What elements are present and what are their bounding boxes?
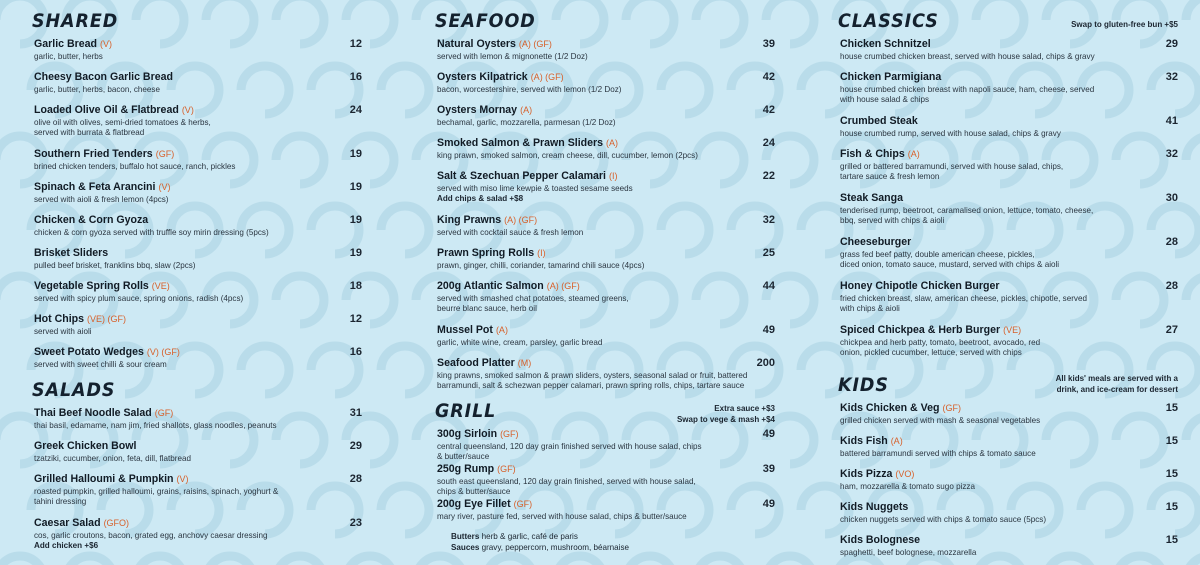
item-description: served with miso lime kewpie & toasted sesame seeds xyxy=(437,184,633,193)
butters-text: herb & garlic, café de paris xyxy=(481,532,578,541)
item-price: 19 xyxy=(349,214,362,226)
item-addon: Add chips & salad +$8 xyxy=(437,194,524,204)
section-title-salads: SALADS xyxy=(32,379,116,401)
pattern-arc xyxy=(416,556,464,565)
pattern-arc xyxy=(766,556,814,565)
item-price: 28 xyxy=(1165,236,1178,248)
item-title: Chicken Schnitzel xyxy=(840,38,931,50)
item-price: 32 xyxy=(1165,148,1178,160)
item-price: 15 xyxy=(1165,402,1178,414)
item-description: grilled or battered barramundi, served with house salad, chips, xyxy=(840,162,1064,171)
item-diet-tag: (GF) xyxy=(154,408,174,418)
menu-item xyxy=(34,407,362,431)
item-diet-tag: (M) xyxy=(517,358,532,368)
menu-item xyxy=(437,428,775,462)
menu-item xyxy=(840,148,1178,182)
item-diet-tag: (VO) xyxy=(895,469,915,479)
item-title: Southern Fried Tenders xyxy=(34,148,153,160)
sauces-label: Sauces xyxy=(451,543,480,552)
item-description: bacon, worcestershire, served with lemon (1/2 Doz) xyxy=(437,85,622,94)
item-description: house crumbed chicken breast with napoli sauce, ham, cheese, served xyxy=(840,85,1095,94)
item-name xyxy=(437,214,775,227)
section-title-seafood: SEAFOOD xyxy=(435,10,536,32)
item-price: 12 xyxy=(349,313,362,325)
item-description: tartare sauce & fresh lemon xyxy=(840,172,940,182)
item-title: Spinach & Feta Arancini xyxy=(34,181,156,193)
pattern-arc xyxy=(346,556,394,565)
menu-item xyxy=(34,280,362,304)
item-price: 32 xyxy=(762,214,775,226)
section-title-classics: CLASSICS xyxy=(838,10,939,32)
item-price: 19 xyxy=(349,148,362,160)
item-description: served with smashed chat potatoes, steamed greens, xyxy=(437,294,629,303)
item-description: onion, pickled cucumber, lettuce, served with chips xyxy=(840,348,1022,358)
item-diet-tag: (GF) xyxy=(500,429,519,439)
menu-item xyxy=(840,435,1178,459)
item-description: battered barramundi served with chips & tomato sauce xyxy=(840,449,1036,458)
item-title: Thai Beef Noodle Salad xyxy=(34,407,152,419)
item-diet-tag: (A) xyxy=(907,149,920,159)
pattern-arc xyxy=(66,556,114,565)
item-description: bbq, served with chips & aioli xyxy=(840,216,945,226)
menu-item xyxy=(34,247,362,271)
item-description: south east queensland, 120 day grain finished, served with house salad, xyxy=(437,477,696,486)
butters-line xyxy=(451,531,629,542)
menu-item xyxy=(437,357,775,391)
item-name xyxy=(840,115,1178,128)
item-title: King Prawns xyxy=(437,214,502,226)
menu-item xyxy=(437,463,775,497)
pattern-arc xyxy=(381,66,429,114)
item-title: Smoked Salmon & Prawn Sliders xyxy=(437,137,604,149)
item-diet-tag: (VE) xyxy=(1003,325,1022,335)
item-name xyxy=(437,498,775,511)
item-diet-tag: (GF) xyxy=(155,149,175,159)
item-diet-tag: (A) xyxy=(890,436,903,446)
menu-item xyxy=(437,170,775,204)
item-diet-tag: (VE) (GF) xyxy=(87,314,127,324)
menu-item xyxy=(437,38,775,62)
item-diet-tag: (I) xyxy=(608,171,618,181)
item-description: cos, garlic croutons, bacon, grated egg, anchovy caesar dressing xyxy=(34,531,268,540)
item-description: brined chicken tenders, buffalo hot sauce, ranch, pickles xyxy=(34,162,236,171)
item-title: Cheeseburger xyxy=(840,236,912,248)
item-diet-tag: (A) (GF) xyxy=(530,72,564,82)
grill-note-line: Swap to vege & mash +$4 xyxy=(676,414,775,424)
menu-item xyxy=(34,38,362,62)
pattern-arc xyxy=(486,556,534,565)
menu-item xyxy=(840,192,1178,226)
item-title: Kids Nuggets xyxy=(840,501,909,513)
item-description: tzatziki, cucumber, onion, feta, dill, flatbread xyxy=(34,454,192,463)
item-price: 27 xyxy=(1165,324,1178,336)
section-title-kids: KIDS xyxy=(838,374,889,396)
item-price: 15 xyxy=(1165,468,1178,480)
menu-item xyxy=(34,71,362,95)
item-name xyxy=(437,104,775,117)
item-title: Chicken Parmigiana xyxy=(840,71,942,83)
pattern-arc xyxy=(1186,276,1200,324)
item-diet-tag: (A) (GF) xyxy=(504,215,538,225)
item-description: barramundi, salt & schezwan pepper calamari, prawn spring rolls, chips, tartare sauce xyxy=(437,381,745,391)
item-name xyxy=(840,192,1178,205)
item-title: 300g Sirloin xyxy=(437,428,498,440)
item-title: Seafood Platter xyxy=(437,357,515,369)
item-name xyxy=(34,38,362,51)
item-price: 16 xyxy=(349,346,362,358)
item-description: tahini dressing xyxy=(34,497,87,507)
item-title: Crumbed Steak xyxy=(840,115,918,127)
item-description: chicken & corn gyoza served with truffle soy mirin dressing (5pcs) xyxy=(34,228,269,237)
menu-item xyxy=(437,71,775,95)
item-title: Grilled Halloumi & Pumpkin xyxy=(34,473,174,485)
item-price: 23 xyxy=(349,517,362,529)
item-diet-tag: (A) xyxy=(520,105,533,115)
item-description: served with cocktail sauce & fresh lemon xyxy=(437,228,584,237)
item-price: 29 xyxy=(349,440,362,452)
menu-item xyxy=(840,71,1178,105)
kids-note-line: drink, and ice-cream for dessert xyxy=(1056,384,1178,394)
menu-item xyxy=(437,137,775,161)
item-description: served with aioli & fresh lemon (4pcs) xyxy=(34,195,169,204)
item-name xyxy=(840,71,1178,84)
item-title: Oysters Mornay xyxy=(437,104,518,116)
pattern-arc xyxy=(1186,136,1200,184)
item-diet-tag: (V) xyxy=(158,182,171,192)
pattern-arc xyxy=(1186,416,1200,464)
item-name xyxy=(840,324,1178,337)
classics-note xyxy=(1071,20,1178,31)
item-price: 15 xyxy=(1165,501,1178,513)
kids-note-line: All kids' meals are served with a xyxy=(1055,374,1178,383)
item-title: Cheesy Bacon Garlic Bread xyxy=(34,71,173,83)
item-name xyxy=(840,468,1178,481)
item-diet-tag: (V) (GF) xyxy=(146,347,180,357)
item-title: Natural Oysters xyxy=(437,38,516,50)
item-title: Prawn Spring Rolls xyxy=(437,247,535,259)
grill-extras xyxy=(437,531,629,553)
item-name xyxy=(34,346,362,359)
item-title: Loaded Olive Oil & Flatbread xyxy=(34,104,179,116)
grill-note-line: Extra sauce +$3 xyxy=(714,404,775,413)
item-title: Spiced Chickpea & Herb Burger xyxy=(840,324,1001,336)
item-name xyxy=(34,214,362,227)
item-name xyxy=(34,517,362,530)
item-name xyxy=(34,313,362,326)
item-title: Honey Chipotle Chicken Burger xyxy=(840,280,1000,292)
item-name xyxy=(840,402,1178,415)
item-price: 18 xyxy=(349,280,362,292)
item-description: spaghetti, beef bolognese, mozzarella xyxy=(840,548,977,557)
item-diet-tag: (V) xyxy=(100,39,113,49)
item-description: chicken nuggets served with chips & tomato sauce (5pcs) xyxy=(840,515,1047,524)
item-diet-tag: (GF) xyxy=(497,464,516,474)
item-price: 39 xyxy=(762,38,775,50)
menu-item xyxy=(840,324,1178,358)
item-description: pulled beef brisket, franklins bbq, slaw (2pcs) xyxy=(34,261,196,270)
item-name xyxy=(840,435,1178,448)
item-price: 15 xyxy=(1165,435,1178,447)
menu-item xyxy=(437,247,775,271)
item-description: served with lemon & mignonette (1/2 Doz) xyxy=(437,52,588,61)
item-diet-tag: (A) xyxy=(495,325,508,335)
pattern-arc xyxy=(1186,556,1200,565)
menu-item xyxy=(34,517,362,551)
item-price: 19 xyxy=(349,247,362,259)
item-diet-tag: (VE) xyxy=(151,281,170,291)
item-price: 19 xyxy=(349,181,362,193)
item-description: garlic, white wine, cream, parsley, garlic bread xyxy=(437,338,603,347)
menu-item xyxy=(840,501,1178,525)
item-diet-tag: (V) xyxy=(181,105,194,115)
item-title: 200g Atlantic Salmon xyxy=(437,280,544,292)
menu-item xyxy=(34,148,362,172)
item-title: Fish & Chips xyxy=(840,148,905,160)
menu-item xyxy=(437,214,775,238)
item-name xyxy=(840,236,1178,249)
item-price: 39 xyxy=(762,463,775,475)
item-description: garlic, butter, herbs, bacon, cheese xyxy=(34,85,160,94)
sauces-line xyxy=(451,542,629,553)
pattern-arc xyxy=(381,486,429,534)
item-name xyxy=(34,440,362,453)
item-price: 32 xyxy=(1165,71,1178,83)
item-price: 24 xyxy=(762,137,775,149)
pattern-arc xyxy=(556,556,604,565)
menu-item xyxy=(34,313,362,337)
item-price: 25 xyxy=(762,247,775,259)
item-description: prawn, ginger, chilli, coriander, tamarind chili sauce (4pcs) xyxy=(437,261,645,270)
item-name xyxy=(34,71,362,84)
item-price: 22 xyxy=(762,170,775,182)
pattern-arc xyxy=(381,206,429,254)
item-title: Caesar Salad xyxy=(34,517,101,529)
item-price: 30 xyxy=(1165,192,1178,204)
item-price: 49 xyxy=(762,428,775,440)
menu-item xyxy=(840,115,1178,139)
item-description: served with aioli xyxy=(34,327,92,336)
item-description: chickpea and herb patty, tomato, beetroot, avocado, red xyxy=(840,338,1041,347)
item-price: 41 xyxy=(1165,115,1178,127)
menu-item xyxy=(840,38,1178,62)
section-title-shared: SHARED xyxy=(32,10,119,32)
item-name xyxy=(437,357,775,370)
pattern-arc xyxy=(381,346,429,394)
item-diet-tag: (I) xyxy=(537,248,546,258)
pattern-arc xyxy=(136,556,184,565)
item-description: thai basil, edamame, nam jim, fried shallots, glass noodles, peanuts xyxy=(34,421,277,430)
item-description: house crumbed chicken breast, served with house salad, chips & gravy xyxy=(840,52,1095,61)
item-addon: Add chicken +$6 xyxy=(34,541,99,551)
item-title: Kids Pizza xyxy=(840,468,893,480)
item-title: Vegetable Spring Rolls xyxy=(34,280,149,292)
butters-label: Butters xyxy=(451,532,480,541)
item-title: Hot Chips xyxy=(34,313,85,325)
item-name xyxy=(437,137,775,150)
item-description: beurre blanc sauce, herb oil xyxy=(437,304,537,314)
item-description: mary river, pasture fed, served with house salad, chips & butter/sauce xyxy=(437,512,687,521)
item-title: Greek Chicken Bowl xyxy=(34,440,137,452)
item-title: Garlic Bread xyxy=(34,38,98,50)
menu-item xyxy=(840,280,1178,314)
menu-item xyxy=(437,324,775,348)
pattern-arc xyxy=(206,556,254,565)
item-description: served with spicy plum sauce, spring onions, radish (4pcs) xyxy=(34,294,244,303)
sauces-text: gravy, peppercorn, mushroom, béarnaise xyxy=(481,543,630,552)
menu-item xyxy=(840,468,1178,492)
item-price: 24 xyxy=(349,104,362,116)
item-price: 44 xyxy=(762,280,775,292)
item-name xyxy=(840,534,1178,547)
item-description: with chips & aioli xyxy=(840,304,900,314)
menu-item xyxy=(34,473,362,507)
item-name xyxy=(34,407,362,420)
item-name xyxy=(437,428,775,441)
item-name xyxy=(34,473,362,486)
item-description: king prawns, smoked salmon & prawn sliders, oysters, seasonal salad or fruit, battered xyxy=(437,371,748,380)
item-name xyxy=(437,463,775,476)
item-description: king prawn, smoked salmon, cream cheese, dill, cucumber, lemon (2pcs) xyxy=(437,151,698,160)
item-price: 42 xyxy=(762,104,775,116)
menu-item xyxy=(437,280,775,314)
item-diet-tag: (GFO) xyxy=(103,518,130,528)
item-description: with house salad & chips xyxy=(840,95,930,105)
item-title: Steak Sanga xyxy=(840,192,904,204)
item-description: fried chicken breast, slaw, american cheese, pickles, chipotle, served xyxy=(840,294,1087,303)
kids-note xyxy=(1056,374,1178,395)
item-description: bechamal, garlic, mozzarella, parmesan (1/2 Doz) xyxy=(437,118,616,127)
item-title: Brisket Sliders xyxy=(34,247,109,259)
item-name xyxy=(34,247,362,260)
item-diet-tag: (A) (GF) xyxy=(546,281,580,291)
menu-item xyxy=(34,440,362,464)
grill-note xyxy=(677,404,775,425)
menu-item xyxy=(840,402,1178,426)
menu-item xyxy=(840,236,1178,270)
item-name xyxy=(437,324,775,337)
item-price: 16 xyxy=(349,71,362,83)
item-name xyxy=(840,148,1178,161)
item-title: 200g Eye Fillet xyxy=(437,498,511,510)
item-price: 29 xyxy=(1165,38,1178,50)
item-title: Kids Bolognese xyxy=(840,534,921,546)
item-description: served with sweet chilli & sour cream xyxy=(34,360,167,369)
pattern-arc xyxy=(276,556,324,565)
item-description: tenderised rump, beetroot, caramalised onion, lettuce, tomato, cheese, xyxy=(840,206,1094,215)
item-price: 31 xyxy=(349,407,362,419)
item-name xyxy=(34,104,362,117)
menu-item xyxy=(34,346,362,370)
item-name xyxy=(437,280,775,293)
menu-item xyxy=(437,104,775,128)
item-description: central queensland, 120 day grain finished served with house salad, chips xyxy=(437,442,702,451)
item-diet-tag: (V) xyxy=(176,474,189,484)
item-price: 49 xyxy=(762,498,775,510)
item-price: 49 xyxy=(762,324,775,336)
item-diet-tag: (A) (GF) xyxy=(518,39,552,49)
item-description: served with burrata & flatbread xyxy=(34,128,145,138)
item-diet-tag: (GF) xyxy=(513,499,533,509)
menu-item xyxy=(34,181,362,205)
item-description: grilled chicken served with mash & seasonal vegetables xyxy=(840,416,1041,425)
item-name xyxy=(840,280,1178,293)
item-price: 12 xyxy=(349,38,362,50)
item-description: roasted pumpkin, grilled halloumi, grains, raisins, spinach, yoghurt & xyxy=(34,487,279,496)
item-name xyxy=(840,38,1178,51)
item-price: 15 xyxy=(1165,534,1178,546)
item-name xyxy=(34,181,362,194)
item-title: Oysters Kilpatrick xyxy=(437,71,528,83)
pattern-arc xyxy=(696,556,744,565)
item-name xyxy=(437,38,775,51)
item-description: & butter/sauce xyxy=(437,452,490,462)
pattern-arc xyxy=(0,556,44,565)
menu-item xyxy=(840,534,1178,558)
item-name xyxy=(840,501,1178,514)
item-diet-tag: (GF) xyxy=(942,403,961,413)
item-description: diced onion, tomato sauce, mustard, served with chips & aioli xyxy=(840,260,1060,270)
pattern-arc xyxy=(626,556,674,565)
item-description: chips & butter/sauce xyxy=(437,487,511,497)
item-description: ham, mozzarella & tomato sugo pizza xyxy=(840,482,975,491)
item-title: Mussel Pot xyxy=(437,324,493,336)
item-title: Sweet Potato Wedges xyxy=(34,346,144,358)
item-description: garlic, butter, herbs xyxy=(34,52,103,61)
item-description: house crumbed rump, served with house salad, chips & gravy xyxy=(840,129,1061,138)
menu-item xyxy=(437,498,775,522)
section-title-grill: GRILL xyxy=(435,400,497,422)
item-name xyxy=(437,71,775,84)
item-description: olive oil with olives, semi-dried tomatoes & herbs, xyxy=(34,118,211,127)
item-name xyxy=(437,247,775,260)
item-description: grass fed beef patty, double american cheese, pickles, xyxy=(840,250,1035,259)
item-name xyxy=(34,280,362,293)
item-title: Chicken & Corn Gyoza xyxy=(34,214,149,226)
item-price: 42 xyxy=(762,71,775,83)
menu-item xyxy=(34,214,362,238)
item-title: Kids Chicken & Veg xyxy=(840,402,940,414)
item-diet-tag: (A) xyxy=(606,138,619,148)
item-title: 250g Rump xyxy=(437,463,495,475)
item-price: 28 xyxy=(349,473,362,485)
item-name xyxy=(437,170,775,183)
item-title: Kids Fish xyxy=(840,435,888,447)
item-name xyxy=(34,148,362,161)
pattern-arc xyxy=(1186,0,1200,44)
item-title: Salt & Szechuan Pepper Calamari xyxy=(437,170,606,182)
item-price: 28 xyxy=(1165,280,1178,292)
classics-note-line: Swap to gluten-free bun +$5 xyxy=(1071,20,1178,29)
item-price: 200 xyxy=(756,357,775,369)
menu-item xyxy=(34,104,362,138)
